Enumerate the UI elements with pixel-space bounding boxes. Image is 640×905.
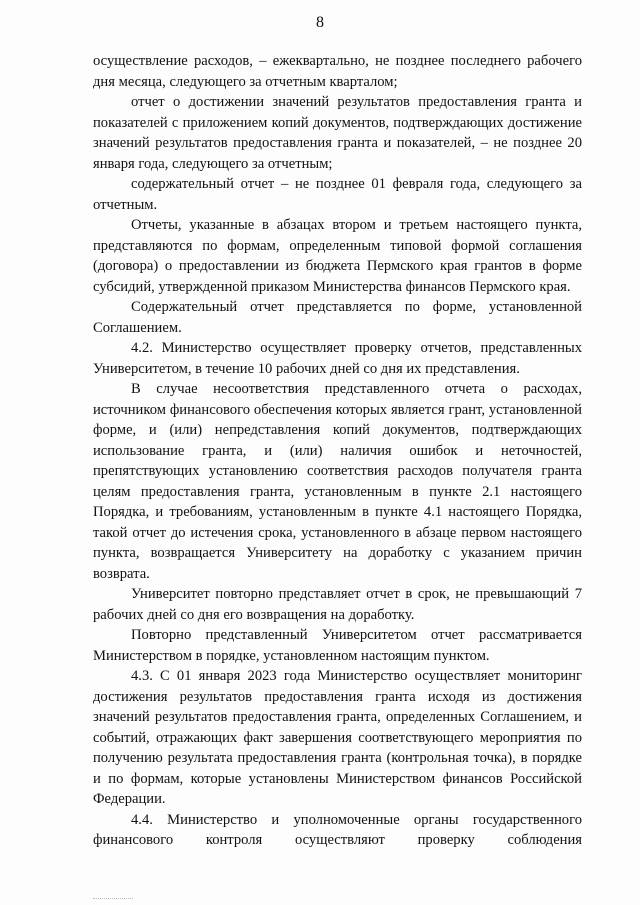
paragraph: Отчеты, указанные в абзацах втором и третьем настоящего пункта, представляются по формам, определенным типовой формой соглашения (договора) о предоставлении из бюджета Пермского края грантов в форме субсидий, утвержденной приказом Министерства финансов Пермского края. — [93, 217, 582, 295]
document-body — [93, 51, 582, 851]
paragraph: Повторно представленный Университетом отчет рассматривается Министерством в порядке, установленном настоящим пунктом. — [93, 627, 582, 664]
paragraph: содержательный отчет – не позднее 01 февраля года, следующего за отчетным. — [93, 176, 582, 213]
paragraph: 4.2. Министерство осуществляет проверку отчетов, представленных Университетом, в течение 10 рабочих дней со дня их представления. — [93, 340, 582, 377]
paragraph: 4.3. С 01 января 2023 года Министерство осуществляет мониторинг достижения результатов предоставления гранта исходя из достижения значений результатов предоставления гранта, определенных Соглашением, и событий, отражающих факт завершения соответствующего мероприятия по получению результата предоставления гранта (контрольная точка), в порядке и по формам, которые установлены Министерством финансов Российской Федерации. — [93, 668, 582, 807]
paragraph: В случае несоответствия представленного отчета о расходах, источником финансового обеспечения которых является грант, установленной форме, и (или) непредставления копий документов, подтверждающих использование гранта, и (или) наличия ошибок и неточностей, препятствующих установлению соответствия расходов получателя гранта целям предоставления гранта, установленным в пункте 2.1 настоящего Порядка, и требованиям, установленным в пункте 4.1 настоящего Порядка, такой отчет до истечения срока, установленного в абзаце первом настоящего пункта, возвращается Университету на доработку с указанием причин возврата. — [93, 381, 582, 582]
paragraph: осуществление расходов, – ежеквартально, не позднее последнего рабочего дня месяца, следующего за отчетным кварталом; — [93, 53, 582, 90]
page-edge-mark — [93, 898, 133, 899]
page-number: 8 — [316, 14, 324, 31]
paragraph: 4.4. Министерство и уполномоченные органы государственного финансового контроля осуществляют проверку соблюдения — [93, 811, 582, 848]
paragraph: отчет о достижении значений результатов предоставления гранта и показателей с приложением копий документов, подтверждающих достижение значений результатов предоставления гранта и показателей, – не позднее 20 января года, следующего за отчетным; — [93, 94, 582, 172]
paragraph: Содержательный отчет представляется по форме, установленной Соглашением. — [93, 299, 582, 336]
paragraph: Университет повторно представляет отчет в срок, не превышающий 7 рабочих дней со дня его возвращения на доработку. — [93, 586, 582, 623]
